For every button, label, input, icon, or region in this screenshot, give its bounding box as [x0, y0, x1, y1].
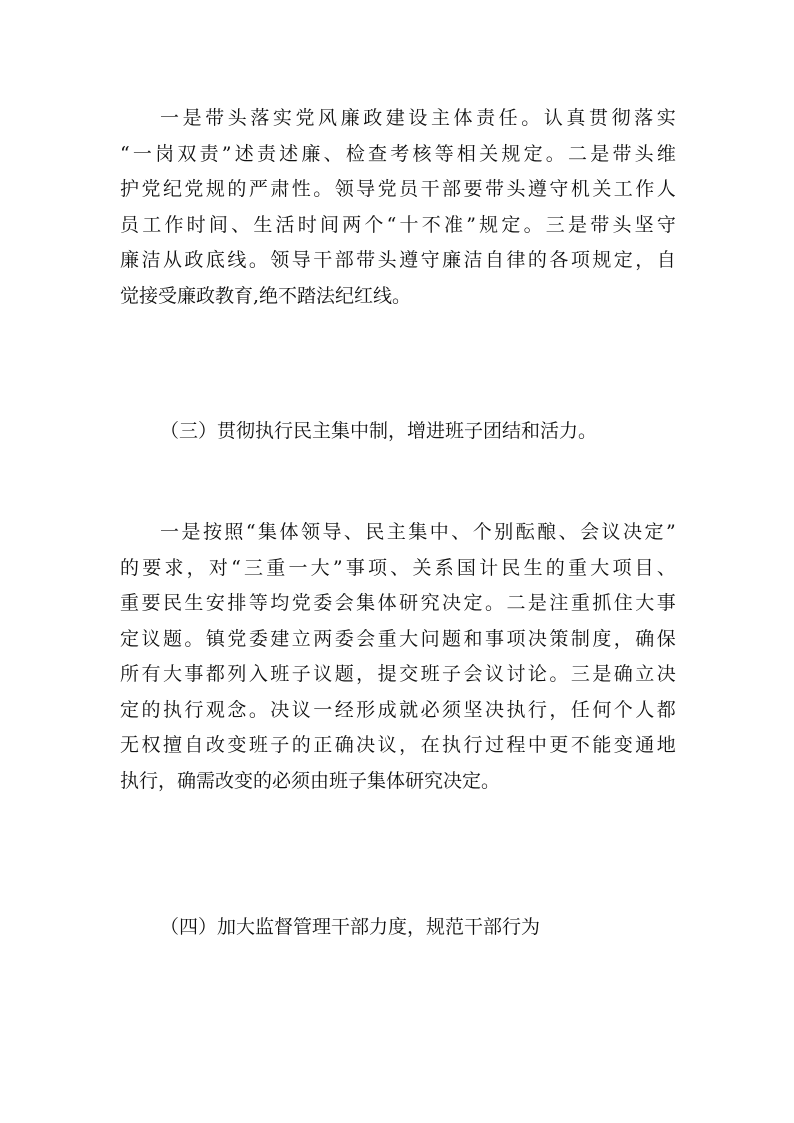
- paragraph-party-conduct: [120, 101, 676, 314]
- paragraph-line: 护 党 纪 党 规 的 严 肃 性 。 领 导 党 员 干 部 要 带 头 遵 守 机 关 工 作 人: [120, 178, 676, 200]
- paragraph-line: 重 要 民 生 安 排 等 均 党 委 会 集 体 研 究 决 定 。 二 是 注 重 抓 住 大 事: [120, 592, 676, 614]
- paragraph-line: 一 是 按 照 “ 集 体 领 导 、 民 主 集 中 、 个 别 酝 酿 、 会 议 决 定 ”: [160, 521, 676, 543]
- paragraph-line: 定 的 执 行 观 念 。 决 议 一 经 形 成 就 必 须 坚 决 执 行 ， 任 何 个 人 都: [120, 698, 676, 721]
- section-heading-4: （四）加大监督管理干部力度，规范干部行为: [160, 916, 541, 938]
- paragraph-line: 执行，确需改变的必须由班子集体研究决定。: [120, 769, 501, 792]
- paragraph-line: 无 权 擅 自 改 变 班 子 的 正 确 决 议 ， 在 执 行 过 程 中 更 不 能 变 通 地: [120, 734, 676, 756]
- paragraph-line: 廉 洁 从 政 底 线 。 领 导 干 部 带 头 遵 守 廉 洁 自 律 的 各 项 规 定 ， 自: [120, 249, 676, 271]
- paragraph-line: 一 是 带 头 落 实 党 风 廉 政 建 设 主 体 责 任 。 认 真 贯 彻 落 实: [160, 107, 676, 129]
- paragraph-line: 的 要 求 ， 对 “ 三 重 一 大 ” 事 项 、 关 系 国 计 民 生 的 重 大 项 目 、: [120, 556, 676, 579]
- paragraph-democratic-centralism: [120, 515, 676, 799]
- paragraph-line: 定 议 题 。 镇 党 委 建 立 两 委 会 重 大 问 题 和 事 项 决 策 制 度 ， 确 保: [120, 627, 676, 650]
- paragraph-line: 员 工 作 时 间 、 生 活 时 间 两 个 “ 十 不 准 ” 规 定 。 三 是 带 头 坚 守: [120, 213, 676, 236]
- paragraph-line: 所 有 大 事 都 列 入 班 子 议 题 ， 提 交 班 子 会 议 讨 论 。 三 是 确 立 决: [120, 663, 676, 685]
- paragraph-line: “ 一 岗 双 责 ” 述 责 述 廉 、 检 查 考 核 等 相 关 规 定 。 二 是 带 头 维: [120, 142, 676, 165]
- section-heading-3: （三）贯彻执行民主集中制，增进班子团结和活力。: [160, 420, 598, 442]
- paragraph-line: 觉接受廉政教育,绝不踏法纪红线。: [120, 284, 412, 307]
